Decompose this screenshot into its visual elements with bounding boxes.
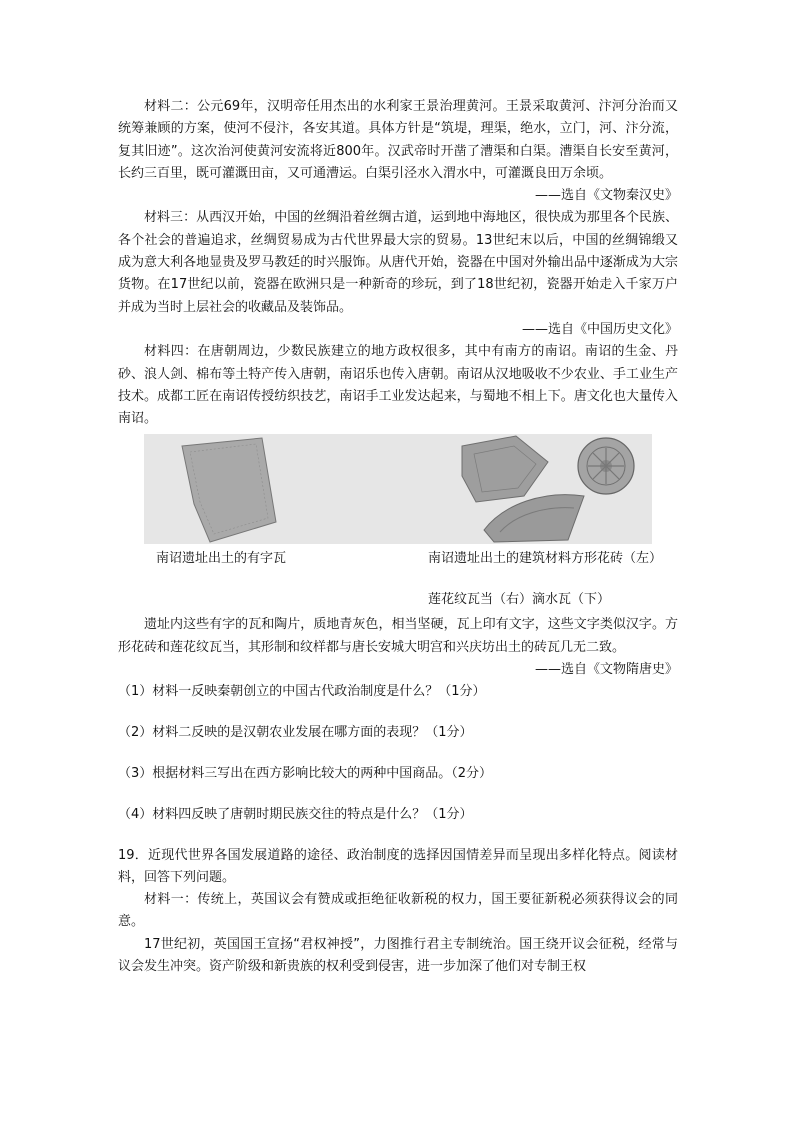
question-3: （3）根据材料三写出在西方影响比较大的两种中国商品。（2分）	[118, 765, 493, 781]
material4-text2: 遗址内这些有字的瓦和陶片，质地青灰色，相当坚硬，瓦上印有文字，这些文字类似汉字。方形花砖和莲花纹瓦当，其形制和纹样都与唐长安城大明宫和兴庆坊出土的砖瓦几无二致。	[118, 617, 678, 655]
artifact-photo-drawing	[144, 434, 652, 544]
question-19-material1-p2: 17世纪初，英国国王宣扬“君权神授”，力图推行君主专制统治。国王绕开议会征税，经常与议会发生冲突。资产阶级和新贵族的权利受到侵害，进一步加深了他们对专制王权	[118, 936, 678, 975]
figure-captions	[118, 544, 678, 614]
document-page	[118, 96, 678, 978]
material3-source: ——选自《中国历史文化》	[521, 321, 678, 337]
artifact-photo	[144, 434, 652, 544]
material3-text: 材料三：从西汉开始，中国的丝绸沿着丝绸古道，运到地中海地区，很快成为那里各个民族、各个社会的普遍追求，丝绸贸易成为古代世界最大宗的贸易。13世纪末以后，中国的丝绸锦缎又成为意大利各地显贵及罗马教廷的时兴服饰。从唐代开始，瓷器在中国对外输出品中逐渐成为大宗货物。在17世纪以前，瓷器在欧洲只是一种新奇的珍玩，到了18世纪初，瓷器开始走入千家万户并成为当时上层社会的收藏品及装饰品。	[118, 210, 678, 315]
question-4: （4）材料四反映了唐朝时期民族交往的特点是什么？（1分）	[118, 807, 473, 823]
material4-source: ——选自《文物隋唐史》	[534, 662, 678, 678]
caption-inscribed-tile: 南诏遗址出土的有字瓦	[156, 551, 287, 567]
question-2: （2）材料二反映的是汉朝农业发展在哪方面的表现？（1分）	[118, 724, 473, 740]
question-19-intro: 19．近现代世界各国发展道路的途径、政治制度的选择因国情差异而呈现出多样化特点。阅读材料，回答下列问题。	[118, 847, 678, 885]
question-19-material1-p1: 材料一：传统上，英国议会有赞成或拒绝征收新税的权力，国王要征新税必须获得议会的同意。	[118, 892, 678, 930]
caption-building-materials: 南诏遗址出土的建筑材料方形花砖（左）	[428, 551, 663, 567]
question-19-section	[118, 845, 678, 979]
material2-source: ——选自《文物秦汉史》	[534, 188, 678, 204]
material2-text: 材料二：公元69年，汉明帝任用杰出的水利家王景治理黄河。王景采取黄河、汴河分治而又统筹兼顾的方案，使河不侵汴，各安其道。具体方针是“筑堤，理渠，绝水，立门，河、汴分流，复其旧迹”。这次治河使黄河安流将近800年。汉武帝时开凿了漕渠和白渠。漕渠自长安至黄河，长约三百里，既可灌溉田亩，又可通漕运。白渠引泾水入渭水中，可灌溉良田万余顷。	[118, 99, 678, 181]
material4-text: 材料四：在唐朝周边，少数民族建立的地方政权很多，其中有南方的南诏。南诏的生金、丹砂、浪人剑、棉布等土特产传入唐朝，南诏乐也传入唐朝。南诏从汉地吸收不少农业、手工业生产技术。成都工匠在南诏传授纺织技艺，南诏手工业发达起来，与蜀地不相上下。唐文化也大量传入南诏。	[118, 344, 678, 427]
caption-building-materials-2: 莲花纹瓦当（右）滴水瓦（下）	[428, 592, 611, 608]
question-1: （1）材料一反映秦朝创立的中国古代政治制度是什么？（1分）	[118, 684, 486, 700]
